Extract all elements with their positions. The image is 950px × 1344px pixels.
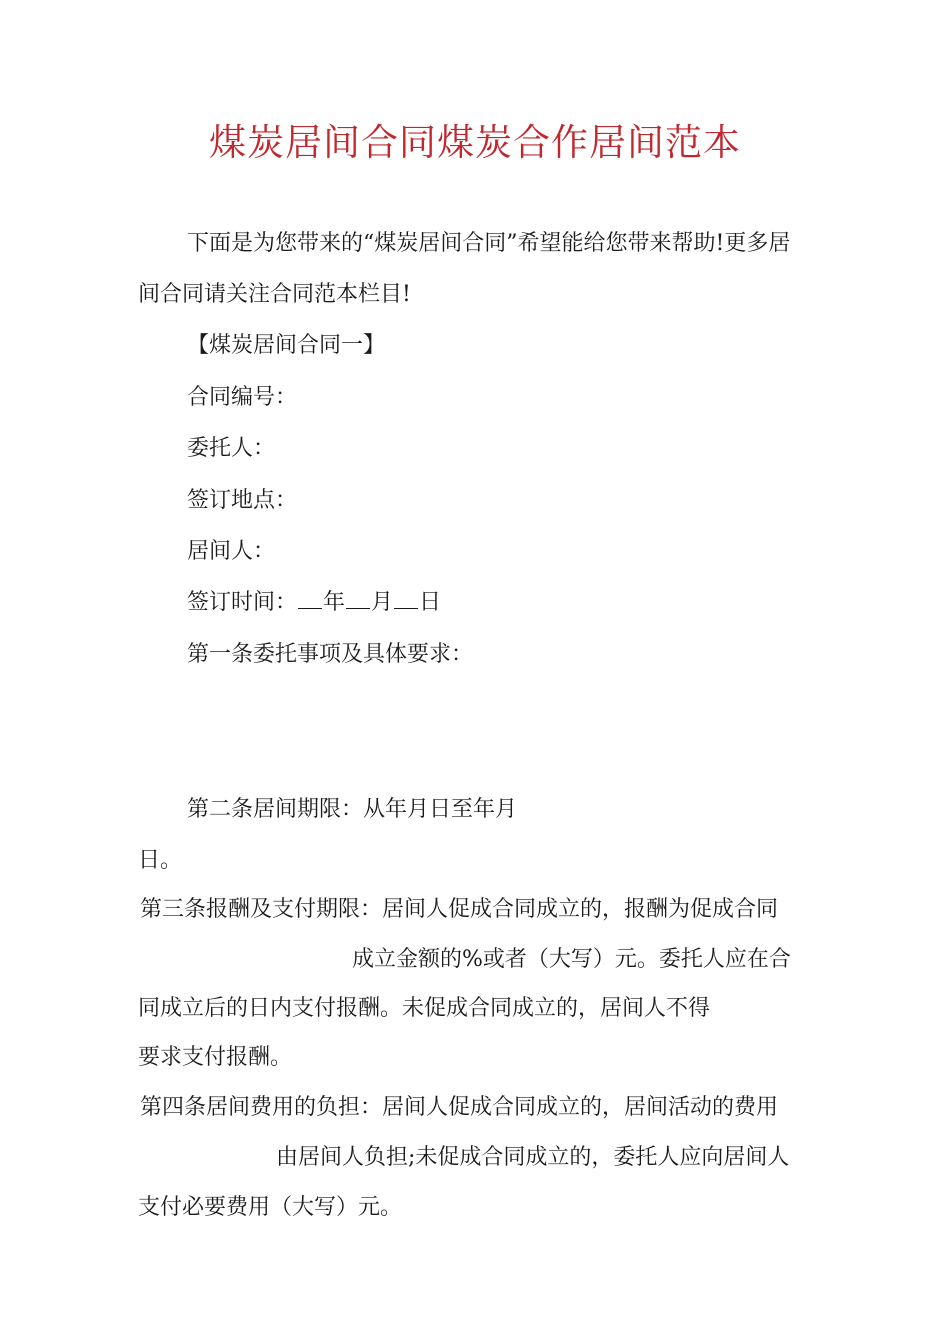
- section-heading: 【煤炭居间合同一】: [187, 333, 386, 358]
- day-blank: [394, 588, 418, 609]
- intro-line-2: 间合同请关注合同范本栏目!: [138, 282, 411, 307]
- month-blank: [346, 588, 370, 609]
- sign-time-line: [187, 588, 441, 618]
- sign-place-label: 签订地点：: [187, 488, 298, 513]
- intermediary-label: 居间人：: [187, 539, 276, 564]
- principal-label: 委托人：: [187, 436, 276, 461]
- article-3-line-2: 成立金额的%或者（大写）元。委托人应在合: [352, 947, 791, 972]
- day-label: 日: [419, 590, 442, 615]
- contract-number-label: 合同编号：: [187, 385, 298, 410]
- article-4-line-1: 第四条居间费用的负担：居间人促成合同成立的，居间活动的费用: [140, 1095, 779, 1120]
- article-1: 第一条委托事项及具体要求：: [187, 642, 474, 667]
- article-3-line-3: 同成立后的日内支付报酬。未促成合同成立的，居间人不得: [138, 996, 711, 1021]
- document-title: 煤炭居间合同煤炭合作居间范本: [209, 121, 741, 164]
- article-2-line-1: 第二条居间期限：从年月日至年月: [187, 797, 518, 822]
- year-label: 年: [323, 590, 346, 615]
- article-3-line-1: 第三条报酬及支付期限：居间人促成合同成立的，报酬为促成合同: [140, 897, 779, 922]
- article-4-line-2: 由居间人负担;未促成合同成立的，委托人应向居间人: [276, 1145, 790, 1170]
- month-label: 月: [371, 590, 394, 615]
- intro-line-1: 下面是为您带来的“煤炭居间合同”希望能给您带来帮助!更多居: [187, 231, 791, 256]
- sign-time-label: 签订时间：: [187, 590, 298, 615]
- year-blank: [298, 588, 322, 609]
- article-3-line-4: 要求支付报酬。: [138, 1045, 293, 1070]
- article-2-line-2: 日。: [138, 848, 183, 873]
- article-4-line-3: 支付必要费用（大写）元。: [138, 1195, 403, 1220]
